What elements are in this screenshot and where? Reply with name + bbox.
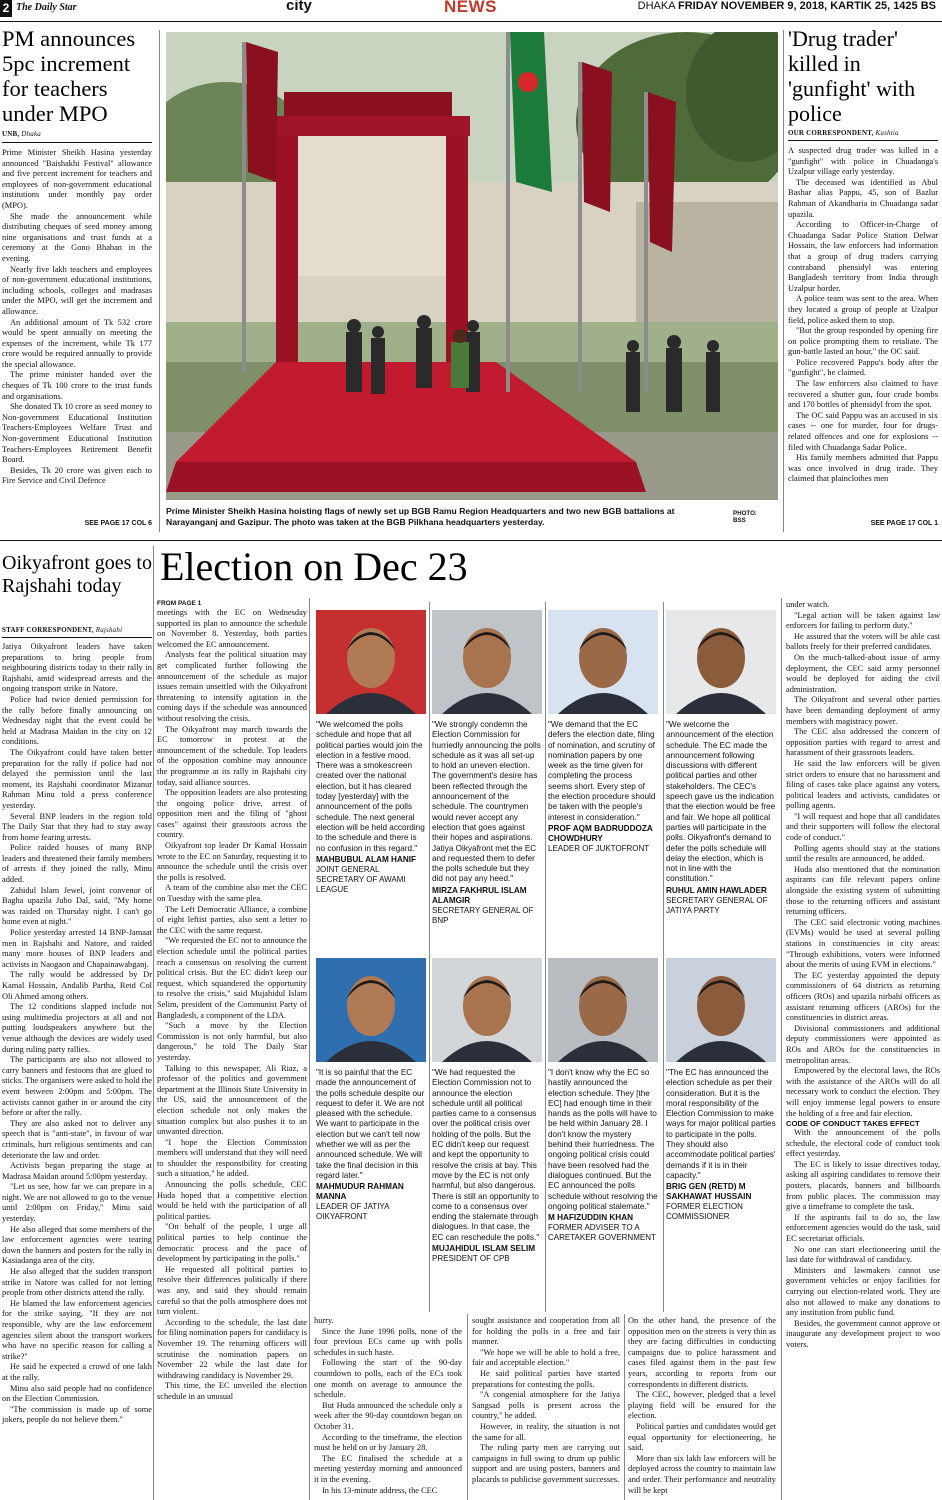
portrait-photo [666, 958, 776, 1062]
drug-story-body [788, 146, 938, 518]
paragraph: Following the start of the 90-day countdown to polls, each of the ECs took one month on average to announce the schedule. [314, 1358, 462, 1400]
paragraph: On the other hand, the presence of the opposition men on the streets is very thin as they are facing difficulties in conducting campaigns due to police harassment and cases filed against them in the past few years, according to reports from our correspondents in different districts. [628, 1316, 776, 1389]
quote-title: JOINT GENERAL SECRETARY OF AWAMI LEAGUE [316, 864, 406, 894]
paragraph: Huda also mentioned that the nomination aspirants can file relevant papers online alongside the existing system of submitting those to the returning officers and assistant returning officers. [786, 864, 940, 917]
quote-title: LEADER OF JATIYA OIKYAFRONT [316, 1202, 390, 1222]
paragraph: Oikyafront top leader Dr Kamal Hossain wrote to the EC on Saturday, requesting it to announce the schedule until the crisis over the polls is resolved. [157, 841, 307, 882]
paragraph: A team of the combine also met the CEC on Tuesday with the same plea. [157, 883, 307, 904]
paragraph: "A congenial atmosphere for the Jatiya Sangsad polls is present across the country," he added. [472, 1390, 620, 1421]
election-bottom-col2 [472, 1316, 620, 1500]
photo-credit-label: PHOTO: [733, 510, 757, 517]
quote-name: BRIG GEN (RETD) M SAKHAWAT HUSSAIN [666, 1182, 752, 1202]
quote-title: PRESIDENT OF CPB [432, 1254, 510, 1264]
section-divider [0, 540, 942, 541]
column-rule [159, 30, 160, 532]
divider [788, 140, 938, 141]
quote-text: "We welcomed the polls schedule and hope that all political parties would join the election in a festive mood. There was a smokescreen created over the national election, but it has cleared today [yesterday] with the announcement of the polls schedule. The next general election will be held according to the schedule and there is no confusion in this regard." [316, 720, 425, 853]
paragraph: If the aspirants fail to do so, the law enforcement agencies would do the task, said EC secretariat officials. [786, 1212, 940, 1244]
portrait-photo [432, 958, 542, 1062]
paragraph: But Huda announced the schedule only a week after the 90-day countdown began on October 31. [314, 1400, 462, 1431]
paragraph: Since the June 1996 polls, none of the four previous ECs came up with polls schedules in such haste. [314, 1326, 462, 1357]
byline-agency: STAFF CORRESPONDENT, [2, 626, 94, 634]
section-label: city [286, 0, 312, 14]
quote-title: LEADER OF JUKTOFRONT [548, 843, 650, 853]
quote-card [316, 610, 426, 895]
photo-credit-source: BSS [733, 517, 746, 524]
paragraph: Divisional commissioners and additional deputy commissioners were appointed as ROs and AROs for the constituencies in metropolitan areas. [786, 1023, 940, 1065]
dateline-date: FRIDAY NOVEMBER 9, 2018, KARTIK 25, 1425 BS [678, 0, 936, 12]
paragraph: The EC finalised the schedule at a meeting yesterday morning and announced it in the evening. [314, 1453, 462, 1484]
paragraph: The Left Democratic Alliance, a combine of eight leftist parties, also sent a letter to the CEC with the same request. [157, 904, 307, 935]
paragraph: "But the group responded by opening fire on police prompting them to retaliate. The gun-battle lasted an hour," the OC said. [788, 326, 938, 357]
paragraph: The EC yesterday appointed the deputy commissioners of 64 districts as returning officers (ROs) and upazila nirbahi officers as assistant returning officers (AROs) for the constituencies in district areas. [786, 970, 940, 1023]
drug-story-headline: 'Drug trader' killed in 'gunfight' with police [788, 26, 916, 126]
paragraph: The participants are also not allowed to carry banners and festoons that are glued to sticks. The organisers were asked to hold the event between 2:00pm and 5:00pm. The activists cannot gather in or around the city before or after the rally. [2, 1055, 152, 1118]
election-right-col [786, 600, 940, 1500]
quote-title: FORMER ELECTION COMMISSIONER [666, 1202, 743, 1222]
pm-story-body [2, 148, 152, 522]
paragraph: Besides, Tk 20 crore was given each to Fire Service and Civil Defence [2, 465, 152, 486]
paragraph: Besides, the government cannot approve or inaugurate any development project to woo voters. [786, 1318, 940, 1349]
election-right-col-body [786, 600, 940, 1119]
paragraph: Prime Minister Sheikh Hasina yesterday announced "Baishakhi Festival" allowance and five percent increment for teachers and employees of non-government educational institutions under monthly pay order (MPO). [2, 148, 152, 210]
paragraph: The opposition leaders are also protesting the ongoing police drive, arrest of opposition men and the filing of "ghost cases" against their grassroots across the country. [157, 788, 307, 840]
paragraph: He blamed the law enforcement agencies for the strike saying, "If they are not responsible, why are the law enforcement agencies silent about the transport workers who have no specific reason for calling a strike?" [2, 1298, 152, 1361]
quote-name: MAHBUBUL ALAM HANIF [316, 854, 417, 864]
dateline [638, 0, 936, 12]
quote-name: PROF AQM BADRUDDOZA CHOWDHURY [548, 823, 653, 843]
paragraph: The Oikyafront and several other parties have been demanding deployment of army members with magistracy power. [786, 695, 940, 726]
paragraph: He said political parties have started preparations for contesting the polls. [472, 1368, 620, 1389]
portrait-photo [432, 610, 542, 714]
quote-card [666, 958, 776, 1222]
paragraph: In his 13-minute address, the CEC [322, 1485, 438, 1495]
paragraph: They are also asked not to deliver any speech that is "anti-state", in favour of war criminals, hurt religious sentiments and can deteriorate the law and order. [2, 1118, 152, 1160]
paragraph: The rally would be addressed by Dr Kamal Hossain, Andalib Partha, Retd Col Oli Ahmed among others. [2, 970, 152, 1001]
paragraph: Talking to this newspaper, Ali Riaz, a professor of the politics and government department at the Illinois State University in the US, said the announcement of the election schedule not only makes the situation complex but also pushes it to an unwanted direction. [157, 1063, 307, 1137]
paragraph: "The commission is made up of some jokers, people do not believe them." [2, 1404, 152, 1425]
quote-name: MAHMUDUR RAHMAN MANNA [316, 1182, 404, 1202]
paragraph: Activists began preparing the stage at Madrasa Maidan around 5:00pm yesterday. [2, 1161, 152, 1181]
paragraph: A police team was sent to the area. When they located a group of people at Uzalpur field, police asked them to stop. [788, 294, 938, 325]
paragraph: The CEC said electronic voting machines (EVMs) would be used at several polling stations in constituencies in city areas: "Through exhibitions, voters were informed about the merits of using EVM in elections." [786, 917, 940, 970]
paragraph: He said he expected a crowd of one lakh at the rally. [2, 1362, 152, 1382]
page-header [0, 0, 942, 22]
paragraph: Analysts fear the political situation may get complicated further following the announcement of the schedule as major issues remain unsettled with the Oikyafront threatening to intensify agitation in the coming days if the schedule was announced without resolving the crisis. [157, 650, 307, 723]
portrait-photo [548, 610, 658, 714]
paragraph: An additional amount of Tk 532 crore would be spent annually on meeting the expenses of the increment, while Tk 177 crore would be required annually to provide the special allowance. [2, 317, 152, 369]
paragraph: The prime minister handed over the cheques of Tk 100 crore to the trust funds and organisations. [2, 370, 152, 401]
quote-title: SECRETARY GENERAL OF JATIYA PARTY [666, 895, 768, 915]
election-bottom-col3 [628, 1316, 776, 1500]
byline-place: Kushtia [875, 129, 899, 137]
byline-agency: UNB, [2, 130, 20, 138]
quote-text: "We had requested the Election Commission not to announce the election schedule until all political parties came to a consensus over the political crisis over holding of the polls. But the EC didn't keep our request and kept the opportunity to resolve the crisis at bay. This move by the EC is not only harmful, but also dangerous. There is still an opportunity to come to a consensus over ending the stalemate through dialogues. In that case, the EC can reschedule the polls." [432, 1068, 540, 1242]
paragraph: He also alleged that the sudden transport strike in Natore was called for not letting people from other districts attend the rally. [2, 1267, 152, 1298]
category-label: NEWS [444, 0, 497, 16]
paragraph: Announcing the polls schedule, CEC Huda hoped that a competitive election would be held with the participation of all political parties. [157, 1180, 307, 1221]
code-of-conduct-subhead: CODE OF CONDUCT TAKES EFFECT [786, 1119, 920, 1129]
paragraph: The CEC also addressed the concern of opposition parties with regard to arrest and harassment of their grassroots leaders. [786, 727, 940, 758]
paragraph: Police yesterday arrested 14 BNP-Jamaat men in Rajshahi and Natore, and raided many more houses of BNP leaders and activists in Naogaon and Chapainawabganj. [2, 928, 152, 969]
paragraph: The deceased was identified as Abul Bashar alias Pappu, 45, son of Bazlur Rahman of Akandbaria in Chuadanga sadar upazila. [788, 177, 938, 219]
drug-story-continued: SEE PAGE 17 COL 1 [870, 520, 938, 527]
paragraph: More than six lakh law enforcers will be deployed across the country to maintain law and order. Their performance and neutrality will be kept [628, 1453, 776, 1495]
paragraph: Police raided houses of many BNP leaders and threatened their family members of arrests if they joined the rally, Minu added. [2, 843, 152, 885]
portrait-photo [316, 610, 426, 714]
paragraph: The OC said Pappu was an accused in six cases -- one for murder, four for drugs-related offences and one for explosions -- filed with Chuadanga Sadar Police. [788, 410, 938, 452]
byline-agency: OUR CORRESPONDENT, [788, 129, 874, 137]
quote-text: "I don't know why the EC so hastily announced the election schedule. They [the EC] had enough time in their hands as the polls will have to be held within January 28. I don't know the mystery behind their hurriedness. The ongoing political crisis could have been resolved had the dialogues continued. But the EC announced the polls schedule without resolving the ongoing political stalemate." [548, 1068, 658, 1211]
paragraph: A suspected drug trader was killed in a "gunfight" with police in Chuadanga's Uzalpur village early yesterday. [788, 146, 938, 177]
election-col1 [157, 600, 307, 1500]
paragraph: His family members admitted that Pappu was once involved in drug trade. They claimed that plainclothes men [788, 453, 938, 484]
paragraph: According to the timeframe, the election must be held on or by January 28. [314, 1432, 462, 1453]
quote-text: "The EC has announced the election schedule as per their consideration. But it is the moral responsibility of the Election Commission to make ways for major political parties to participate in the polls. They should also accommodate political parties' demands if it is in their capacity." [666, 1068, 776, 1180]
quote-card [432, 610, 542, 926]
quote-title: FORMER ADVISER TO A CARETAKER GOVERNMENT [548, 1223, 656, 1243]
paragraph: With the announcement of the polls schedule, the electoral code of conduct took effect yesterday. [786, 1128, 940, 1159]
column-rule [467, 1314, 468, 1500]
paragraph: Political parties and candidates would get equal opportunity for electioneering, he said. [628, 1421, 776, 1453]
drug-story-byline [788, 129, 899, 137]
quote-card [666, 610, 776, 916]
quote-name: M HAFIZUDDIN KHAN [548, 1213, 634, 1223]
paragraph: "We hope we will be able to hold a free, fair and acceptable election." [472, 1347, 620, 1368]
paragraph: Ministers and lawmakers cannot use government vehicles or enjoy facilities for carrying out election-related work. They are also not allowed to make any donations to any institution from public fund. [786, 1265, 940, 1318]
page-number: 2 [0, 0, 12, 17]
pm-story-headline: PM announces 5pc increment for teachers under MPO [2, 26, 136, 126]
column-rule [153, 546, 154, 1500]
quote-text: "It is so painful that the EC made the announcement of the polls schedule despite our request to defer it. We are not pleased with the schedule. We want to participate in the election but we can't tell now whether we will as per the announced schedule. We will take the final decision in this regard later." [316, 1068, 425, 1180]
paragraph: He requested all political parties to resolve their differences politically if there was any, and said they should remain careful so that the polls atmosphere does not turn violent. [157, 1264, 307, 1317]
quote-name: MIRZA FAKHRUL ISLAM ALAMGIR [432, 885, 527, 905]
paragraph: "Such a move by the Election Commission is not only harmful, but also dangerous," he told The Daily Star yesterday. [157, 1021, 307, 1062]
paragraph: The Oikyafront may march towards the EC tomorrow in protest at the announcement of the schedule. Top leaders of the opposition combine may announce the programme at its rally in Rajshahi city today, said alliance sources. [157, 724, 307, 787]
paragraph: The 12 conditions slapped include not using multimedia projectors at all and not putting loudspeakers anywhere but the venue although the devices are widely used during ruling party rallies. [2, 1002, 152, 1054]
column-rule [309, 598, 310, 1500]
paragraph: She donated Tk 10 crore as seed money to Non-government Educational Institution Teachers-Employees Welfare Trust and Non-government Educational Institution Teachers-Employees Retirement Benefit Board. [2, 402, 152, 465]
paragraph: Police recovered Pappu's body after the "gunfight", he claimed. [788, 357, 938, 378]
quote-title: SECRETARY GENERAL OF BNP [432, 905, 534, 925]
column-rule [545, 602, 546, 1312]
paragraph: Police had twice denied permission for the rally before finally announcing on Wednesday night that the event could be held at Madrasa Maidan in the city on 12 conditions. [2, 694, 152, 747]
paragraph: Jatiya Oikyafront leaders have taken preparations to bring people from neighbouring districts today to their rally in Rajshahi, amid widespread arrests and the ongoing transport strike in Natore. [2, 642, 152, 694]
paragraph: According to the schedule, the last date for filing nomination papers for candidacy is November 19. The returning officers will scrutinise the nomination papers on November 22 while the last date for withdrawing candidacy is November 29. [157, 1317, 307, 1380]
column-rule [781, 598, 782, 1500]
quote-text: "We strongly condemn the Election Commission for hurriedly announcing the polls schedule as it was all set-up to hold an uneven election. The government's desire has been reflected through the announcement of the schedule. The countrymen would never accept any election that goes against their hopes and aspirations. Jatiya Oikyafront met the EC and requested them to defer the polls schedule but they did not pay any heed." [432, 720, 541, 884]
election-col1-body [157, 608, 307, 1500]
election-right-col-body2 [786, 1128, 940, 1350]
paragraph: "Let us see, how far we can prepare in a night. We are not allowed to go to the venue until 2:00pm on Friday," Minu said yesterday. [2, 1182, 152, 1224]
divider [2, 637, 152, 638]
quote-name: RUHUL AMIN HAWLADER [666, 885, 767, 895]
quote-text: "We demand that the EC defers the election date, filing of nomination, and scrutiny of nomination papers by one week as the time given for completing the process seems short. Every step of the election procedure should be taken with the people's interest in consideration." [548, 720, 656, 822]
column-rule [429, 602, 430, 1312]
paragraph: This time, the EC unveiled the election schedule in an unusual [157, 1381, 307, 1401]
photo-credit [733, 510, 757, 524]
paragraph: under watch. [786, 600, 830, 609]
quote-card [548, 958, 658, 1243]
portrait-photo [316, 958, 426, 1062]
paragraph: Empowered by the electoral laws, the ROs with the assistance of the AROs will do all necessary work to conduct the election. They will enjoy immense legal powers to ensure the holding of a free and fair election. [786, 1066, 940, 1118]
election-bottom-col1 [314, 1316, 462, 1500]
byline-place: Dhaka [21, 130, 41, 138]
paragraph: No one can start electioneering until the last date for withdrawal of candidacy. [786, 1244, 940, 1265]
paragraph: "I will request and hope that all candidates and their supporters will follow the electoral code of conduct." [786, 811, 940, 843]
oikya-story-body [2, 642, 152, 1498]
dateline-city: DHAKA [637, 0, 675, 12]
portrait-photo [666, 610, 776, 714]
oikya-story-headline: Oikyafront goes to Rajshahi today [2, 552, 152, 597]
paragraph: Several BNP leaders in the region told The Daily Star that they had to stay away from home fearing arrests. [2, 811, 152, 842]
quote-card [432, 958, 542, 1264]
paragraph: On the much-talked-about issue of army deployment, the CEC said army personnel would be deployed for aiding the civil administration. [786, 652, 940, 694]
paragraph: "Legal action will be taken against law enforcers for failing to perform duty." [786, 610, 940, 631]
paragraph: The law enforcers also claimed to have recovered a shutter gun, four crude bombs and 170 bottles of phensidyl from the spot. [788, 379, 938, 410]
pm-story-continued: SEE PAGE 17 COL 6 [84, 520, 152, 527]
paragraph: "We requested the EC not to announce the election schedule until the political parties reach a consensus on resolving the current political crisis. But the EC didn't keep our request, which squandered the opportunity to resolve the crisis," said Mujahidul Islam Selim, president of the Communist Party of Bangladesh, a component of the LDA. [157, 936, 307, 1020]
paragraph: She made the announcement while distributing cheques of seed money among nine organisations and trust funds at a ceremony at the Gono Bhaban in the evening. [2, 211, 152, 263]
paragraph: meetings with the EC on Wednesday supported its plan to announce the schedule on November 8. Yesterday, both parties welcomed the EC announcement. [157, 608, 307, 649]
divider [2, 142, 152, 143]
paragraph: The EC is likely to issue directives today, asking all aspiring candidates to remove their posters, placards, banners and billboards from public places. The commission may give a timeframe to complete the task. [786, 1159, 940, 1212]
pm-story-byline [2, 130, 41, 138]
column-rule [783, 30, 784, 532]
paragraph: According to Officer-in-Charge of Chuadanga Sadar Police Station Delwar Hossain, the law enforcers had information that a group of drug traders carrying contraband phensidyl was entering Bangladesh territory from India through Uzalpur border. [788, 220, 938, 293]
paragraph: "On behalf of the people, I urge all political parties to help continue the democratic process and the pace of development by participating in the polls." [157, 1222, 307, 1264]
paragraph: The ruling party men are carrying out campaigns in full swing to drum up public support and are using posters, banners and placards to publicise government successes. [472, 1443, 620, 1484]
paragraph: Nearly five lakh teachers and employees of non-government educational institutions, including schools, colleges and madrasas under the MPO, will get the increment and allowance. [2, 264, 152, 316]
quote-name: MUJAHIDUL ISLAM SELIM [432, 1244, 536, 1254]
paragraph: He said the law enforcers will be given strict orders to ensure that no harassment and filing of cases take place against any voters, political leaders and activists, candidates or polling agents. [786, 758, 940, 811]
paragraph: sought assistance and cooperation from all for holding the polls in a free and fair manner. [472, 1316, 620, 1347]
portrait-photo [548, 958, 658, 1062]
column-rule [663, 602, 664, 1312]
main-photo [166, 32, 778, 500]
paragraph: hurry. [314, 1316, 334, 1325]
paragraph: He assured that the voters will be able cast ballots freely for their preferred candidates. [786, 631, 940, 652]
from-page-label: FROM PAGE 1 [157, 600, 202, 607]
masthead-logo: The Daily Star [16, 2, 77, 13]
paragraph: Minu also said people had no confidence on the Election Commission. [2, 1383, 152, 1404]
paragraph: He also alleged that some members of the law enforcement agencies were tearing down the banners and posters for the rally in Kasiadanga area of the city. [2, 1224, 152, 1266]
paragraph: The CEC, however, pledged that a level playing field will be ensured for the election. [628, 1390, 776, 1421]
byline-place: Rajshahi [95, 626, 123, 634]
photo-caption: Prime Minister Sheikh Hasina hoisting flags of newly set up BGB Ramu Region Headquarters and two new BGB battalions at Narayanganj and Gazipur. The photo was taken at the BGB Pilkhana headquarters yesterday. [166, 506, 675, 527]
paragraph: However, in reality, the situation is not the same for all. [472, 1421, 620, 1442]
election-headline: Election on Dec 23 [160, 544, 468, 589]
oikya-story-byline [2, 626, 122, 634]
paragraph: Zahidul Islam Jewel, joint convenor of Bagha upazila Jubo Dal, said, "My home was raided on Thursday night. I can't go home even at night." [2, 885, 152, 927]
column-rule [624, 1314, 625, 1500]
paragraph: The Oikyafront could have taken better preparation for the rally if police had not delayed the permission until the last moment, its Rajshahi coordinator Mizanur Rahman Minu told a press conference yesterday. [2, 747, 152, 810]
quote-card [316, 958, 426, 1222]
paragraph: "I hope the Election Commission members will understand that they will need to shoulder the responsibility for creating such a situation," he added. [157, 1137, 307, 1179]
paragraph: Polling agents should stay at the stations until the results are announced, he added. [786, 843, 940, 864]
quote-text: "We welcome the announcement of the election schedule. The EC made the announcement following discussions with different political parties and other stakeholders. The CEC's speech gave us the indication that the election would be free and fair. We hope all political parties will participate in the polls. Oikyafront's demand to defer the polls schedule will delay the election, which is not in line with the constitution." [666, 720, 776, 884]
quote-card [548, 610, 658, 854]
